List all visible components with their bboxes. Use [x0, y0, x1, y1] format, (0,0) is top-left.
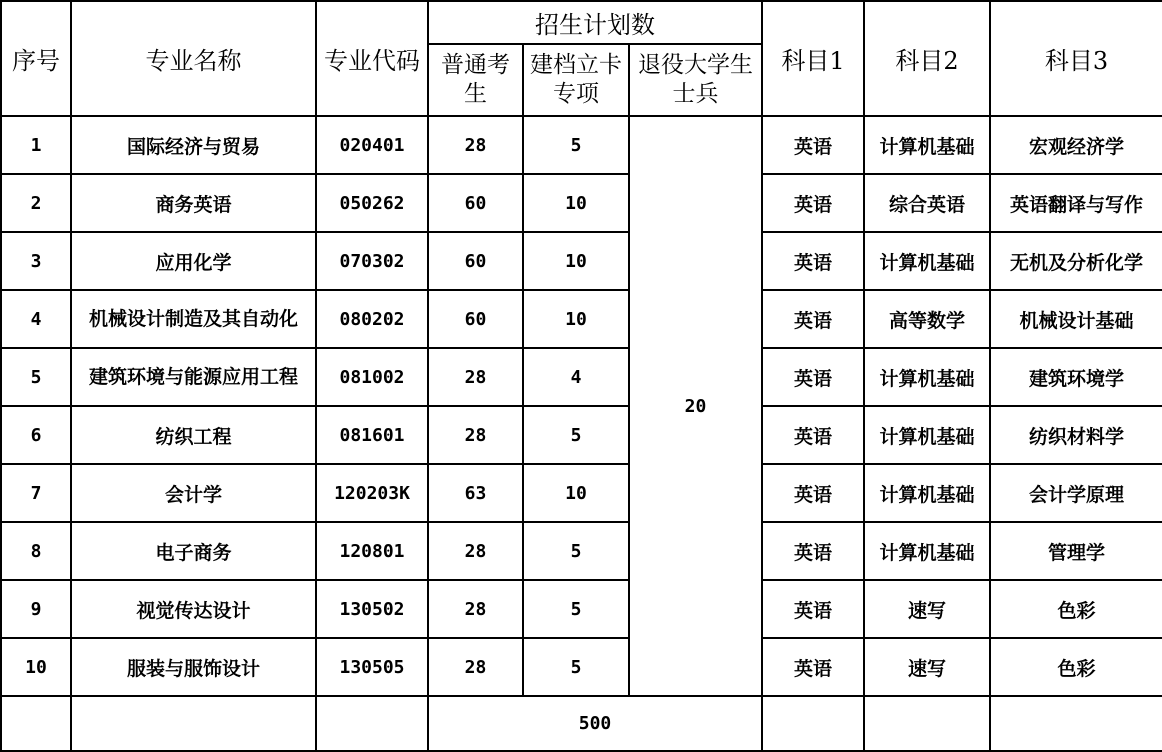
cell-subject3: 英语翻译与写作: [990, 174, 1162, 232]
cell-major-code: 081601: [316, 406, 428, 464]
cell-subject3: 纺织材料学: [990, 406, 1162, 464]
cell-general: 60: [428, 232, 523, 290]
cell-major-code: 050262: [316, 174, 428, 232]
header-plan-veteran: 退役大学生士兵: [629, 44, 762, 116]
cell-subject2: 综合英语: [864, 174, 990, 232]
cell-major-name: 机械设计制造及其自动化: [71, 290, 316, 348]
cell-major-code: 120203K: [316, 464, 428, 522]
cell-major-name: 视觉传达设计: [71, 580, 316, 638]
cell-major-name: 应用化学: [71, 232, 316, 290]
cell-subject1: 英语: [762, 464, 864, 522]
table-row: [1, 580, 1162, 638]
cell-general: 28: [428, 406, 523, 464]
cell-subject2: 高等数学: [864, 290, 990, 348]
cell-subject2: 计算机基础: [864, 522, 990, 580]
header-subject1: 科目1: [762, 1, 864, 116]
cell-subject1: 英语: [762, 580, 864, 638]
total-empty-name: [71, 696, 316, 751]
header-seq: 序号: [1, 1, 71, 116]
cell-major-name: 纺织工程: [71, 406, 316, 464]
cell-poverty: 5: [523, 638, 629, 696]
cell-subject1: 英语: [762, 522, 864, 580]
cell-seq: 8: [1, 522, 71, 580]
table-row: [1, 464, 1162, 522]
cell-poverty: 5: [523, 116, 629, 174]
table-row: [1, 290, 1162, 348]
cell-poverty: 5: [523, 522, 629, 580]
cell-subject1: 英语: [762, 116, 864, 174]
cell-major-code: 130505: [316, 638, 428, 696]
cell-subject3: 无机及分析化学: [990, 232, 1162, 290]
cell-major-code: 081002: [316, 348, 428, 406]
cell-general: 63: [428, 464, 523, 522]
cell-seq: 6: [1, 406, 71, 464]
total-empty-s2: [864, 696, 990, 751]
cell-general: 60: [428, 174, 523, 232]
total-empty-code: [316, 696, 428, 751]
cell-subject1: 英语: [762, 290, 864, 348]
cell-major-name: 建筑环境与能源应用工程: [71, 348, 316, 406]
cell-subject3: 建筑环境学: [990, 348, 1162, 406]
cell-major-name: 商务英语: [71, 174, 316, 232]
cell-seq: 7: [1, 464, 71, 522]
cell-seq: 1: [1, 116, 71, 174]
cell-general: 28: [428, 348, 523, 406]
cell-general: 28: [428, 580, 523, 638]
cell-major-code: 130502: [316, 580, 428, 638]
cell-major-code: 070302: [316, 232, 428, 290]
cell-subject1: 英语: [762, 406, 864, 464]
header-subject2: 科目2: [864, 1, 990, 116]
header-major-name: 专业名称: [71, 1, 316, 116]
cell-major-code: 020401: [316, 116, 428, 174]
cell-subject1: 英语: [762, 638, 864, 696]
cell-subject3: 机械设计基础: [990, 290, 1162, 348]
cell-subject2: 计算机基础: [864, 116, 990, 174]
cell-poverty: 4: [523, 348, 629, 406]
cell-seq: 10: [1, 638, 71, 696]
cell-general: 28: [428, 638, 523, 696]
header-subject3: 科目3: [990, 1, 1162, 116]
header-plan-general: 普通考生: [428, 44, 523, 116]
cell-subject2: 计算机基础: [864, 232, 990, 290]
table-row: [1, 116, 1162, 174]
cell-subject2: 计算机基础: [864, 348, 990, 406]
cell-subject2: 计算机基础: [864, 464, 990, 522]
cell-veteran-total: 20: [629, 116, 762, 696]
cell-general: 60: [428, 290, 523, 348]
total-row: [1, 696, 1162, 751]
total-empty-seq: [1, 696, 71, 751]
cell-subject1: 英语: [762, 232, 864, 290]
cell-seq: 2: [1, 174, 71, 232]
table-row: [1, 174, 1162, 232]
cell-grand-total: 500: [428, 696, 762, 751]
cell-major-name: 国际经济与贸易: [71, 116, 316, 174]
cell-subject3: 色彩: [990, 580, 1162, 638]
cell-subject1: 英语: [762, 174, 864, 232]
cell-subject3: 管理学: [990, 522, 1162, 580]
cell-poverty: 10: [523, 174, 629, 232]
cell-subject1: 英语: [762, 348, 864, 406]
cell-general: 28: [428, 116, 523, 174]
cell-poverty: 10: [523, 290, 629, 348]
cell-subject3: 宏观经济学: [990, 116, 1162, 174]
header-plan-poverty: 建档立卡专项: [523, 44, 629, 116]
table-row: [1, 348, 1162, 406]
cell-major-name: 会计学: [71, 464, 316, 522]
header-major-code: 专业代码: [316, 1, 428, 116]
cell-major-code: 080202: [316, 290, 428, 348]
cell-major-name: 电子商务: [71, 522, 316, 580]
cell-subject3: 会计学原理: [990, 464, 1162, 522]
cell-seq: 9: [1, 580, 71, 638]
header-plan: 招生计划数: [428, 1, 762, 44]
table-row: [1, 232, 1162, 290]
cell-poverty: 10: [523, 232, 629, 290]
cell-subject2: 速写: [864, 638, 990, 696]
header-row-1: [1, 1, 1162, 44]
cell-poverty: 5: [523, 406, 629, 464]
cell-subject2: 计算机基础: [864, 406, 990, 464]
total-empty-s3: [990, 696, 1162, 751]
cell-seq: 5: [1, 348, 71, 406]
cell-seq: 3: [1, 232, 71, 290]
cell-poverty: 5: [523, 580, 629, 638]
cell-general: 28: [428, 522, 523, 580]
cell-subject3: 色彩: [990, 638, 1162, 696]
cell-subject2: 速写: [864, 580, 990, 638]
cell-seq: 4: [1, 290, 71, 348]
cell-major-code: 120801: [316, 522, 428, 580]
cell-major-name: 服装与服饰设计: [71, 638, 316, 696]
total-empty-s1: [762, 696, 864, 751]
table-row: [1, 406, 1162, 464]
table-body: [1, 1, 1162, 751]
table-row: [1, 522, 1162, 580]
table-row: [1, 638, 1162, 696]
cell-poverty: 10: [523, 464, 629, 522]
